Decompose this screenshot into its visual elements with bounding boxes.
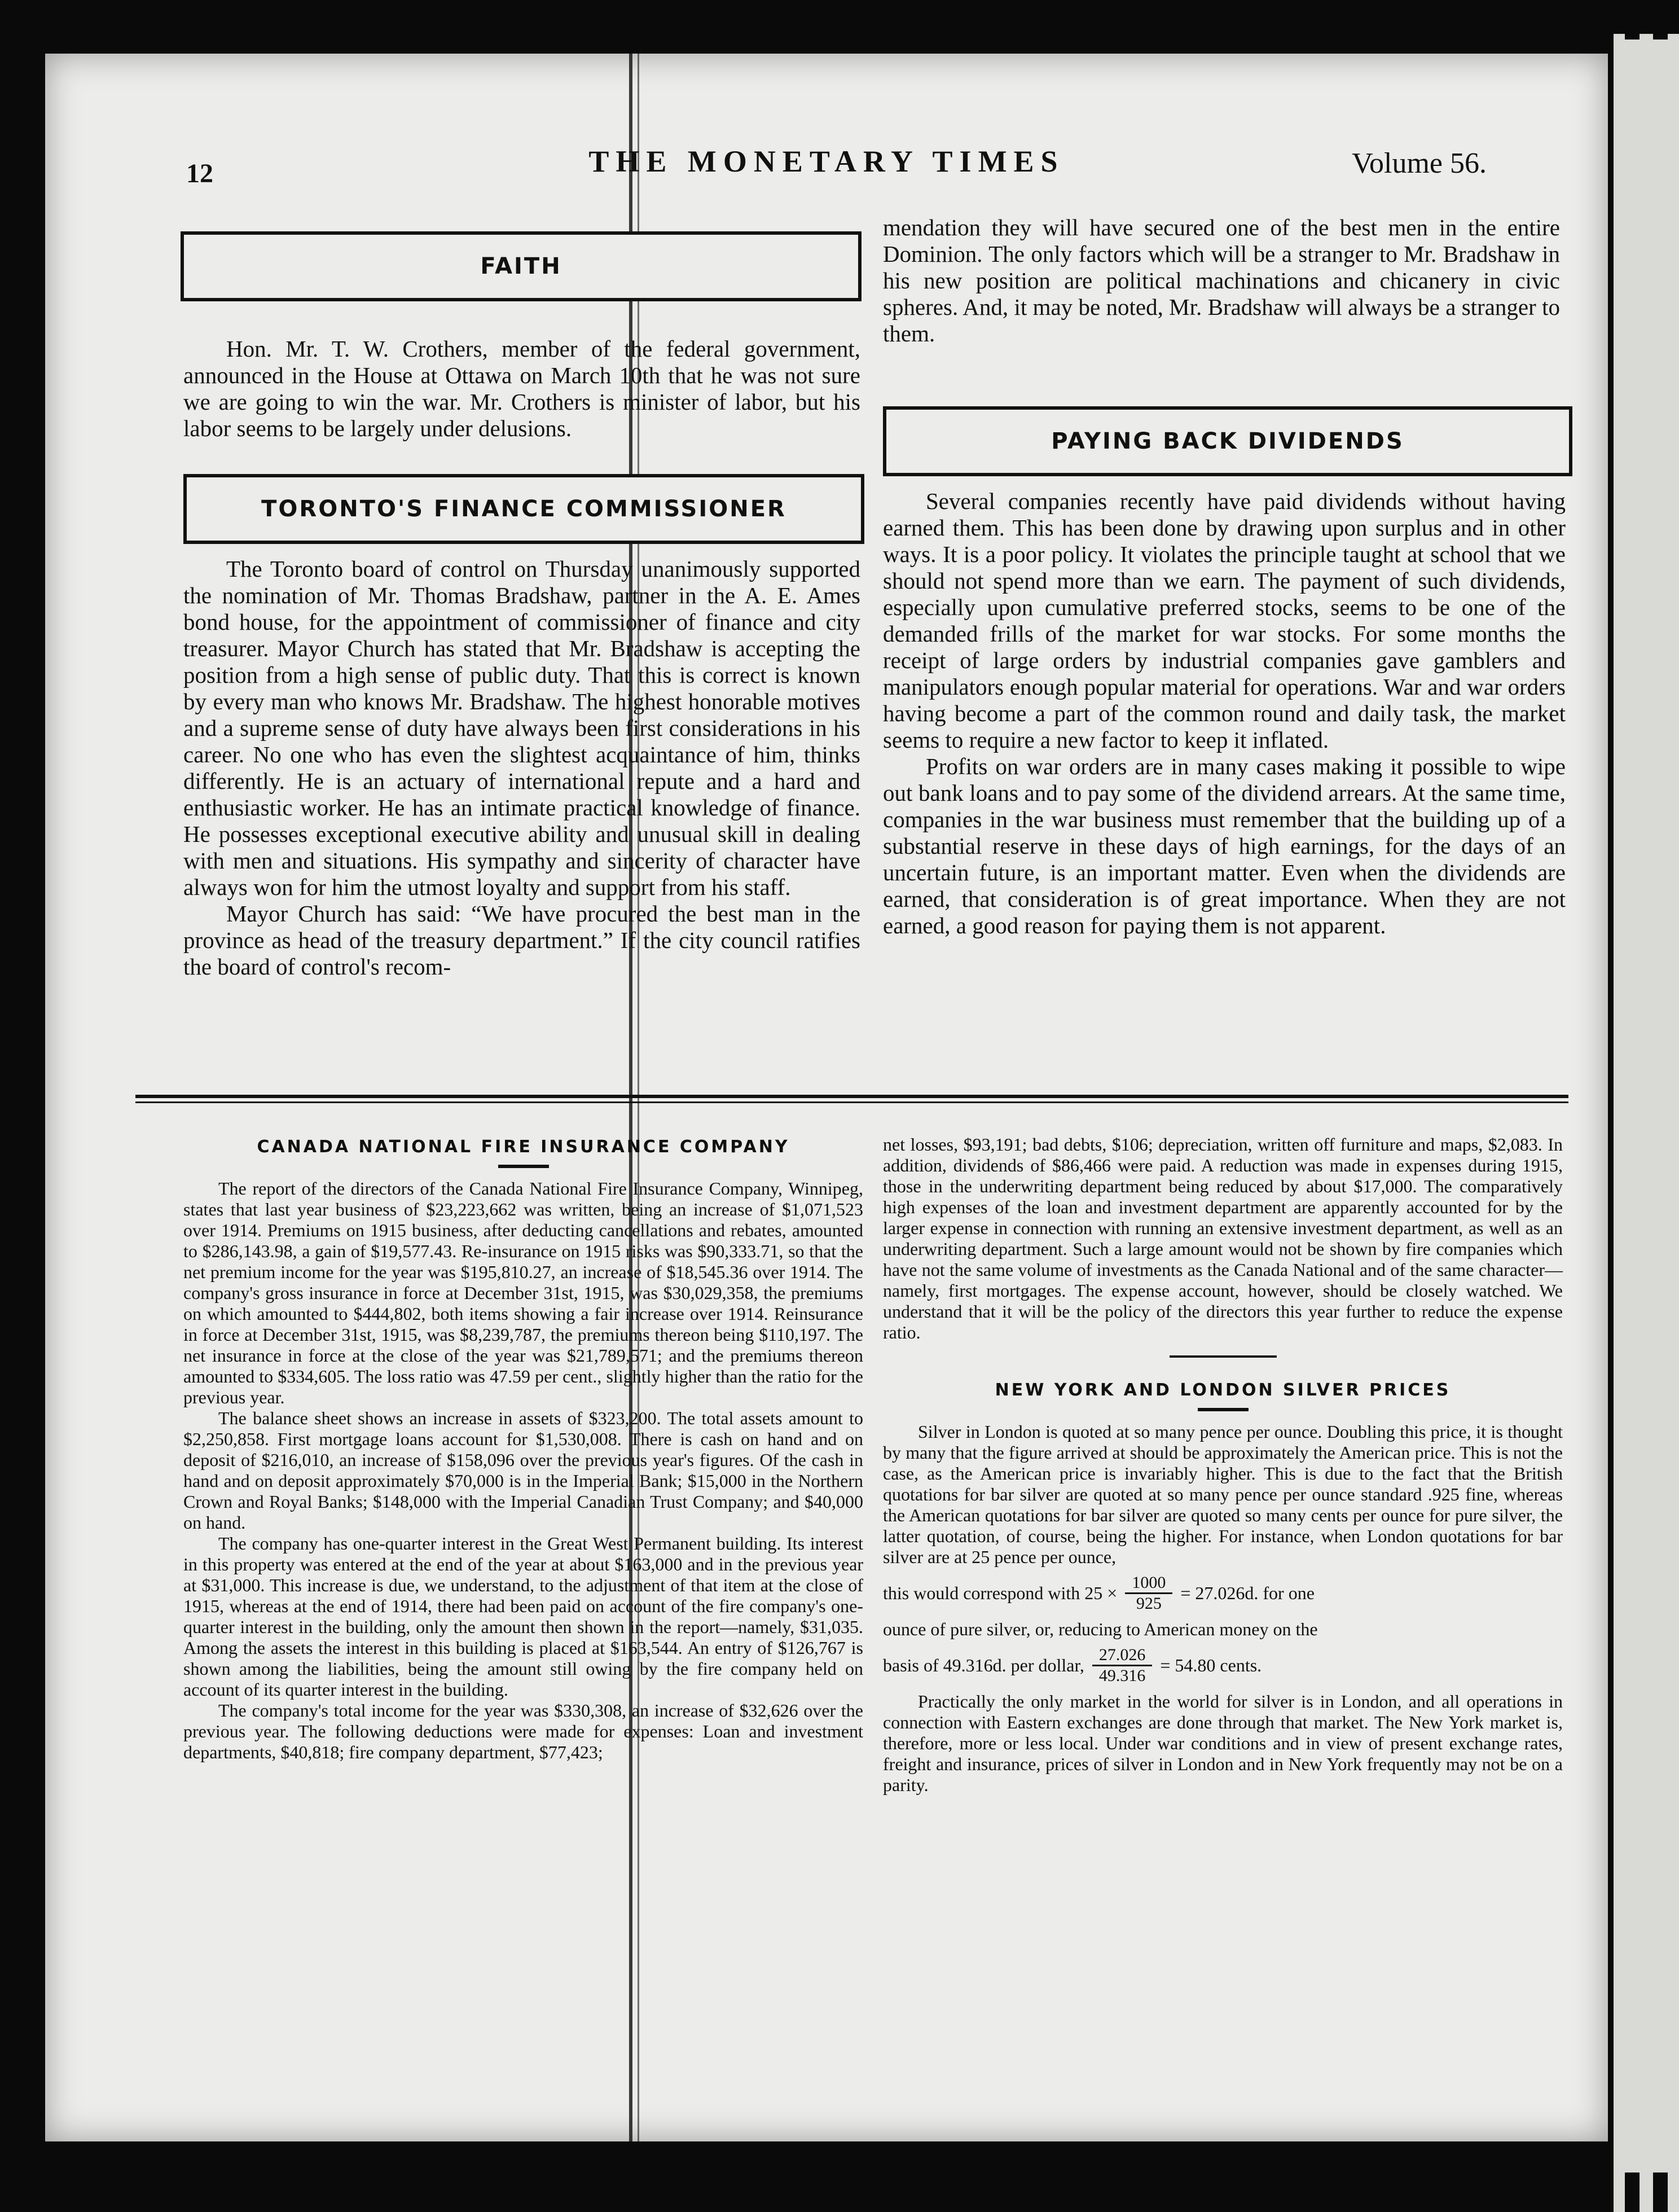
formula-fraction [1125,1573,1172,1613]
insurance-paragraph: The report of the directors of the Canada National Fire Insurance Company, Winnipeg, states that last year business of $23,223,662 was written, being an increase of $1,071,523 over 1914. Premiums on 1915 business, after deducting cancellations and rebates, amounted to $286,143.98, a gain of $19,577.43. Re-insurance on 1915 risks was $90,333.71, so that the net premium income for the year was $195,810.27, an increase of $18,545.36 over 1914. The company's gross insurance in force at December 31st, 1915, was $30,029,358, the premiums on which amounted to $444,802, both items showing a fair increase over 1914. Reinsurance in force at December 31st, 1915, was $8,239,787, the premiums thereon being $110,197. The net insurance in force at the close of the year was $21,789,571; and the premiums thereon amounted to $334,605. The loss ratio was 47.59 per cent., slightly higher than the ratio for the previous year. [183,1178,863,1407]
formula-prefix: this would correspond with 25 × [883,1583,1118,1603]
toronto-continuation [883,214,1560,347]
publication-title: THE MONETARY TIMES [588,144,1065,178]
faith-heading-box [181,231,862,301]
article-separator [1170,1355,1277,1358]
scan-marker [1625,0,1640,40]
insurance-heading: CANADA NATIONAL FIRE INSURANCE COMPANY [257,1137,790,1157]
heading-rule [498,1165,549,1168]
insurance-paragraph: The company's total income for the year was $330,308, an increase of $32,626 over the previous year. The following deductions were made for expenses: Loan and investment departments, $40,818; fire company department, $77,423; [183,1700,863,1762]
silver-formula-cents [883,1645,1563,1686]
fraction-denominator: 49.316 [1098,1666,1146,1685]
continuation-paragraph: mendation they will have secured one of the best men in the entire Dominion. The only factors which will be a stranger to Mr. Bradshaw in his new position are political machinations and chicanery in civic spheres. And, it may be noted, Mr. Bradshaw will always be a stranger to them. [883,214,1560,346]
scan-marker [1653,2172,1668,2212]
section-divider [135,1101,1568,1103]
formula-suffix: = 54.80 cents. [1160,1655,1262,1675]
silver-heading: NEW YORK AND LONDON SILVER PRICES [995,1380,1451,1400]
fraction-numerator: 27.026 [1092,1645,1153,1666]
scan-marker [1625,2172,1640,2212]
silver-formula-pence [883,1573,1563,1613]
page-number: 12 [186,159,213,188]
faith-article [183,336,860,442]
silver-line: ounce of pure silver, or, reducing to American money on the [883,1619,1318,1639]
dividends-article [883,488,1566,939]
heading-rule [1198,1408,1249,1411]
dividends-paragraph: Several companies recently have paid dividends without having earned them. This has been done by drawing upon surplus and in other ways. It is a poor policy. It violates the principle taught at school that we should not spend more than we earn. The payment of such dividends, especially upon cumulative preferred stocks, seems to be one of the demanded frills of the market for war stocks. For some months the receipt of large orders by industrial companies gave gamblers and manipulators enough popular material for operations. War and war orders having become a part of the common round and daily task, the market seems to require a new factor to keep it inflated. [883,488,1566,753]
scan-marker [1653,0,1668,40]
toronto-paragraph: The Toronto board of control on Thursday unanimously supported the nomination of Mr. Thomas Bradshaw, partner in the A. E. Ames bond house, for the appointment of commissioner of finance and city treasurer. Mayor Church has stated that Mr. Bradshaw is accepting the position from a high sense of public duty. That this is correct is known by every man who knows Mr. Bradshaw. The highest honorable motives and a supreme sense of duty have always been first considerations in his career. No one who has even the slightest acquaintance of him, thinks differently. He is an actuary of international repute and a hard and enthusiastic worker. He has an intimate practical knowledge of finance. He possesses exceptional executive ability and unusual skill in dealing with men and situations. His sympathy and sincerity of character have always won for him the utmost loyalty and support from his staff. [183,556,860,900]
fraction-numerator: 1000 [1125,1573,1172,1594]
toronto-heading-box [183,474,864,544]
fraction-denominator: 925 [1136,1594,1162,1613]
dividends-heading-box [883,406,1572,476]
continuation-paragraph: net losses, $93,191; bad debts, $106; depreciation, written off furniture and maps, $2,083. In addition, dividends of $86,466 were paid. A reduction was made in expenses during 1915, those in the underwriting department being reduced by about $17,000. The comparatively high expenses of the loan and investment department are apparently accounted for by the larger expense in connection with running an extensive investment department, as well as an underwriting department. Such a large amount would not be shown by fire companies which have not the same volume of investments as the Canada National and of the same character—namely, first mortgages. The expense account, however, should be closely watched. We understand that it will be the policy of the directors this year further to reduce the expense ratio. [883,1134,1563,1342]
insurance-article [183,1137,863,1763]
adjacent-page-edge [1614,34,1679,2212]
section-divider [135,1095,1568,1098]
silver-paragraph: Silver in London is quoted at so many pence per ounce. Doubling this price, it is thought by many that the figure arrived at should be approximately the American price. This is not the case, as the American price is invariably higher. This is due to the fact that the British quotations for bar silver are quoted at so many pence per ounce standard .925 fine, whereas the American quotations for bar silver are quoted so many cents per ounce for pure silver, the latter quotation, of course, being the higher. For instance, when London quotations for bar silver are at 25 pence per ounce, [883,1421,1563,1567]
faith-paragraph: Hon. Mr. T. W. Crothers, member of the federal government, announced in the House at Ottawa on March 10th that he was not sure we are going to win the war. Mr. Crothers is minister of labor, but his labor seems to be largely under delusions. [183,336,860,441]
insurance-continuation [883,1134,1563,1796]
toronto-heading: TORONTO'S FINANCE COMMISSIONER [261,496,786,522]
insurance-paragraph: The balance sheet shows an increase in assets of $323,200. The total assets amount to $2,250,858. First mortgage loans account for $1,530,008. There is cash on hand and on deposit of $216,010, an increase of $158,096 over the previous year's figures. Of the cash in hand and on deposit approximately $70,000 is in the Imperial Bank; $15,000 in the Northern Crown and Royal Banks; $148,000 with the Imperial Canadian Trust Company; and $40,000 on hand. [183,1408,863,1533]
formula-suffix: = 27.026d. for one [1180,1583,1315,1603]
volume-label: Volume 56. [1352,147,1487,179]
insurance-paragraph: The company has one-quarter interest in the Great West Permanent building. Its interest in this property was entered at the end of the year at about $163,000 and in the previous year at $31,000. This increase is due, we understand, to the adjustment of that item at the close of 1915, whereas at the end of 1914, there had been paid on account of the fire company's one-quarter interest in the building, only the amount then shown in the report—namely, $31,035. Among the assets the interest in this building is placed at $163,544. An entry of $126,767 is shown among the liabilities, being the amount still owing by the fire company held on account of its quarter interest in the building. [183,1533,863,1700]
magazine-page [45,54,1608,2141]
dividends-heading: PAYING BACK DIVIDENDS [1051,428,1404,454]
toronto-article [183,556,860,980]
dividends-paragraph: Profits on war orders are in many cases making it possible to wipe out bank loans and to pay some of the dividend arrears. At the same time, companies in the war business must remember that the building up of a substantial reserve in these days of high earnings, for the days of an uncertain future, is an important matter. Even when the dividends are earned, that consideration is of great importance. When they are not earned, a good reason for paying them is not apparent. [883,753,1566,938]
faith-heading: FAITH [480,253,562,279]
silver-paragraph: Practically the only market in the world for silver is in London, and all operations in connection with Eastern exchanges are done through that market. The New York market is, therefore, more or less local. Under war conditions and in view of present exchange rates, freight and insurance, prices of silver in London and in New York frequently may not be on a parity. [883,1691,1563,1795]
formula-prefix: basis of 49.316d. per dollar, [883,1655,1084,1675]
formula-fraction [1092,1645,1153,1686]
toronto-paragraph: Mayor Church has said: “We have procured the best man in the province as head of the treasury department.” If the city council ratifies the board of control's recom- [183,901,860,980]
